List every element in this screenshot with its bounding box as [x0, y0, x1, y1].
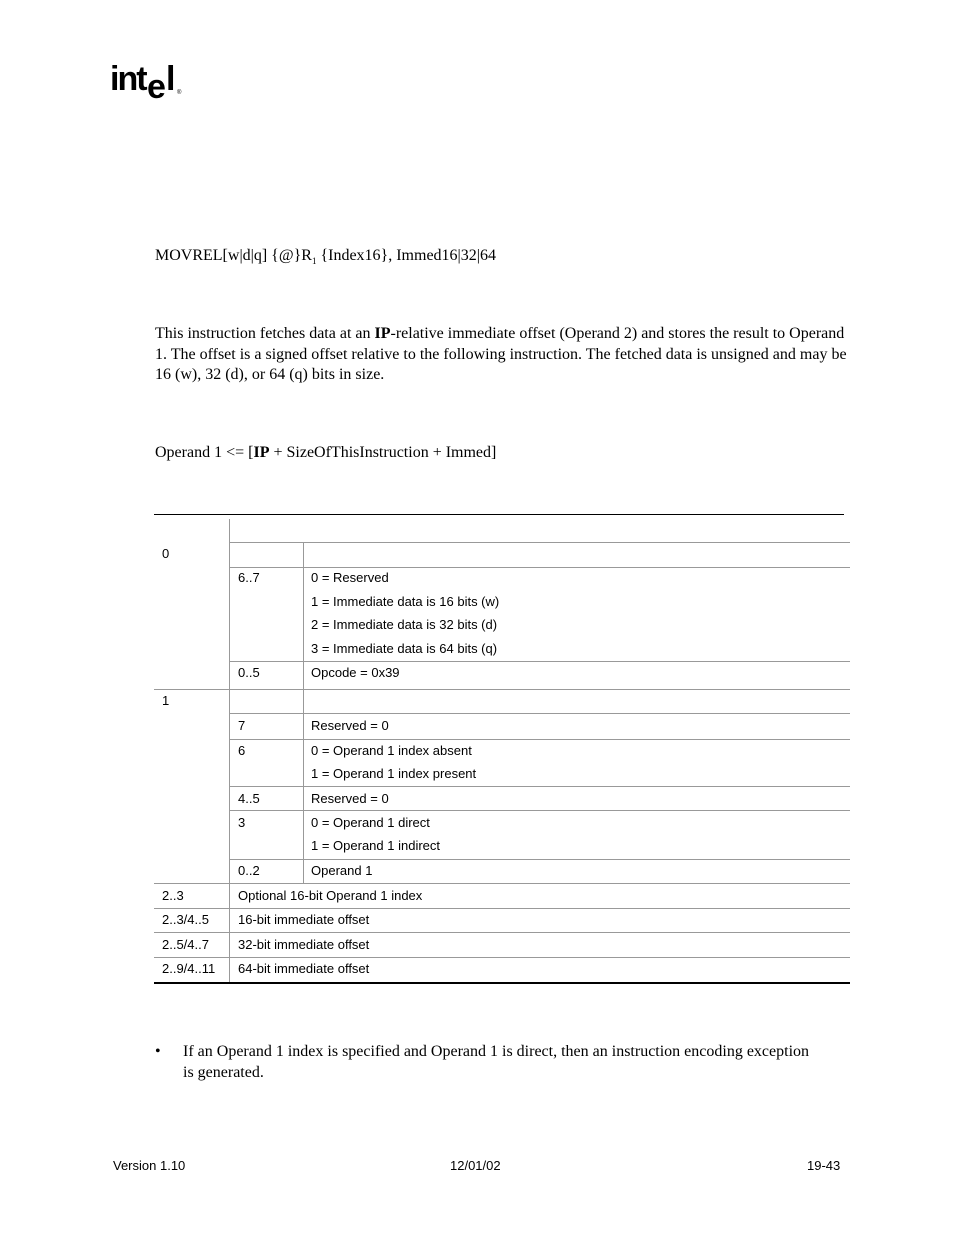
- byte-range-label: 2..9/4..11: [162, 960, 216, 976]
- desc-cell: 0 = Operand 1 index absent: [311, 742, 472, 758]
- table-bottom-rule: [154, 982, 850, 984]
- syntax-mnemonic: MOVREL[w|d|q] {@}R: [155, 247, 312, 264]
- desc-cell: Operand 1: [311, 862, 373, 878]
- byte-1-label: 1: [162, 692, 170, 708]
- footer-date: 12/01/02: [450, 1158, 501, 1173]
- operation-statement: [155, 443, 496, 464]
- byte-range-label: 2..5/4..7: [162, 936, 209, 952]
- byte-range-label: 2..3/4..5: [162, 911, 209, 927]
- description-ip-bold: IP: [374, 325, 391, 342]
- desc-cell: 1 = Operand 1 indirect: [311, 837, 440, 853]
- bits-cell: 6..7: [238, 570, 260, 585]
- intel-logo: [110, 58, 190, 104]
- byte-range-label: 2..3: [162, 887, 184, 903]
- description-text-a: This instruction fetches data at an: [155, 325, 375, 342]
- desc-cell: Reserved = 0: [311, 790, 389, 806]
- footer-version: Version 1.10: [113, 1158, 186, 1173]
- table-rule: [154, 689, 850, 690]
- registered-mark: ®: [177, 90, 182, 96]
- syntax-rest: {Index16}, Immed16|32|64: [316, 247, 496, 264]
- table-top-rule: [154, 514, 844, 515]
- table-rule: [229, 542, 850, 543]
- desc-cell: Opcode = 0x39: [311, 664, 400, 680]
- svg-text:int: int: [110, 60, 146, 98]
- description-text-c: -relative immediate offset (Operand 2) and stores the result to Operand 1. The offset is a signed offset relative to the following instruction. The fetched data is unsigned and may be 16 (w), 32 (d), or 64 (q) bits in size.: [155, 325, 847, 383]
- bits-cell: 4..5: [238, 790, 260, 806]
- bits-cell: 7: [238, 717, 246, 733]
- operation-text-a: Operand 1 <= [: [155, 444, 254, 461]
- bits-cell: 3: [238, 814, 246, 830]
- table-divider: [229, 519, 230, 982]
- bullet-text: If an Operand 1 index is specified and Operand 1 is direct, then an instruction encoding exception is generated.: [183, 1043, 810, 1081]
- svg-text:l: l: [166, 60, 176, 98]
- bits-cell: 6: [238, 742, 246, 758]
- operation-ip-bold: IP: [253, 444, 270, 461]
- desc-cell: Optional 16-bit Operand 1 index: [238, 887, 423, 903]
- desc-cell: 2 = Immediate data is 32 bits (d): [311, 617, 498, 632]
- syntax-subscript: 1: [311, 256, 317, 267]
- desc-cell: 64-bit immediate offset: [238, 960, 370, 976]
- desc-cell: 1 = Operand 1 index present: [311, 765, 477, 781]
- desc-cell: 32-bit immediate offset: [238, 936, 370, 952]
- instruction-syntax: [155, 246, 496, 272]
- desc-cell: 1 = Immediate data is 16 bits (w): [311, 593, 500, 609]
- bits-cell: 0..5: [238, 664, 260, 680]
- desc-cell: 0 = Operand 1 direct: [311, 814, 430, 830]
- bits-cell: 0..2: [238, 862, 260, 878]
- bullet-dot: •: [155, 1043, 161, 1060]
- desc-cell: Reserved = 0: [311, 717, 389, 733]
- footer-page-number: 19-43: [807, 1158, 841, 1173]
- svg-text:e: e: [147, 68, 164, 104]
- desc-cell: 0 = Reserved: [311, 570, 389, 585]
- byte-0-label: 0: [162, 546, 170, 561]
- desc-cell: 16-bit immediate offset: [238, 911, 370, 927]
- desc-cell: 3 = Immediate data is 64 bits (q): [311, 640, 498, 656]
- description-paragraph: [155, 324, 855, 386]
- operation-text-c: + SizeOfThisInstruction + Immed]: [269, 444, 497, 461]
